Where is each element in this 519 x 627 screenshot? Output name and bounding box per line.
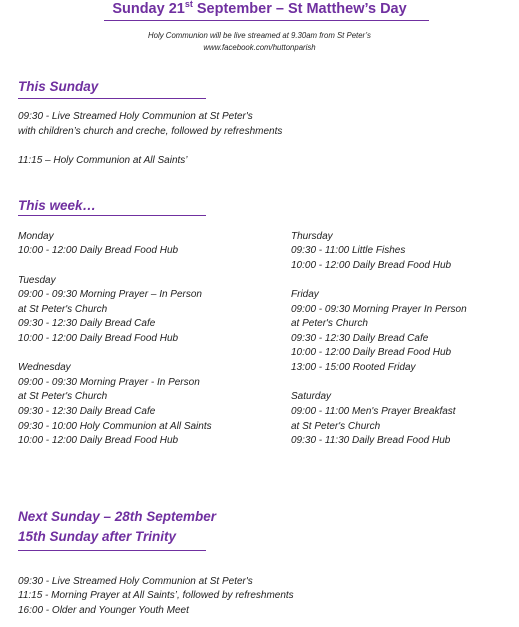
- schedule-line: at St Peter's Church: [18, 391, 108, 402]
- day-label-thursday: Thursday: [291, 231, 333, 242]
- day-label-monday: Monday: [18, 231, 54, 242]
- schedule-line: 10:00 - 12:00 Daily Bread Food Hub: [291, 260, 452, 271]
- title-main: Sunday 21: [112, 1, 185, 17]
- service-line: 11:15 – Holy Communion at All Saints’: [18, 155, 188, 166]
- service-line: 16:00 - Older and Younger Youth Meet: [18, 605, 189, 616]
- schedule-line: 09:30 - 10:00 Holy Communion at All Saints: [18, 421, 212, 432]
- schedule-line: at St Peter's Church: [291, 421, 381, 432]
- day-label-tuesday: Tuesday: [18, 275, 56, 286]
- livestream-note: Holy Communion will be live streamed at 9.30am from St Peter’s: [148, 31, 371, 40]
- schedule-line: at Peter's Church: [291, 318, 368, 329]
- schedule-line: 09:30 - 12:30 Daily Bread Cafe: [18, 406, 156, 417]
- service-line: with children’s church and creche, followed by refreshments: [18, 126, 283, 137]
- schedule-line: 09:30 - 12:30 Daily Bread Cafe: [291, 333, 429, 344]
- service-line: 09:30 - Live Streamed Holy Communion at St Peter's: [18, 111, 253, 122]
- schedule-line: at St Peter's Church: [18, 304, 108, 315]
- schedule-line: 10:00 - 12:00 Daily Bread Food Hub: [291, 347, 452, 358]
- page-title: [0, 1, 519, 17]
- day-label-wednesday: Wednesday: [18, 362, 71, 373]
- schedule-line: 09:00 - 09:30 Morning Prayer – In Person: [18, 289, 202, 300]
- next-sunday-subheading: 15th Sunday after Trinity: [18, 529, 177, 544]
- title-rest: September – St Matthew’s Day: [192, 1, 407, 17]
- schedule-line: 09:00 - 09:30 Morning Prayer In Person: [291, 304, 467, 315]
- schedule-line: 10:00 - 12:00 Daily Bread Food Hub: [18, 245, 179, 256]
- schedule-line: 09:00 - 09:30 Morning Prayer - In Person: [18, 377, 200, 388]
- schedule-line: 10:00 - 12:00 Daily Bread Food Hub: [18, 435, 179, 446]
- next-sunday-heading: Next Sunday – 28th September: [18, 509, 217, 524]
- schedule-line: 09:30 - 11:00 Little Fishes: [291, 245, 406, 256]
- schedule-line: 13:00 - 15:00 Rooted Friday: [291, 362, 416, 373]
- this-sunday-divider: [18, 98, 206, 99]
- schedule-line: 10:00 - 12:00 Daily Bread Food Hub: [18, 333, 179, 344]
- schedule-line: 09:30 - 12:30 Daily Bread Cafe: [18, 318, 156, 329]
- this-sunday-heading: This Sunday: [18, 79, 99, 94]
- service-line: 11:15 - Morning Prayer at All Saints’, followed by refreshments: [18, 590, 294, 601]
- service-line: 09:30 - Live Streamed Holy Communion at St Peter's: [18, 576, 253, 587]
- title-divider: [104, 20, 429, 21]
- this-week-divider: [18, 215, 206, 216]
- day-label-saturday: Saturday: [291, 391, 332, 402]
- facebook-link[interactable]: www.facebook.com/huttonparish: [203, 43, 316, 52]
- this-week-heading: This week…: [18, 198, 97, 213]
- title-ordinal-suffix: st: [184, 0, 193, 10]
- day-label-friday: Friday: [291, 289, 319, 300]
- schedule-line: 09:00 - 11:00 Men's Prayer Breakfast: [291, 406, 456, 417]
- schedule-line: 09:30 - 11:30 Daily Bread Food Hub: [291, 435, 451, 446]
- next-sunday-divider: [18, 550, 206, 551]
